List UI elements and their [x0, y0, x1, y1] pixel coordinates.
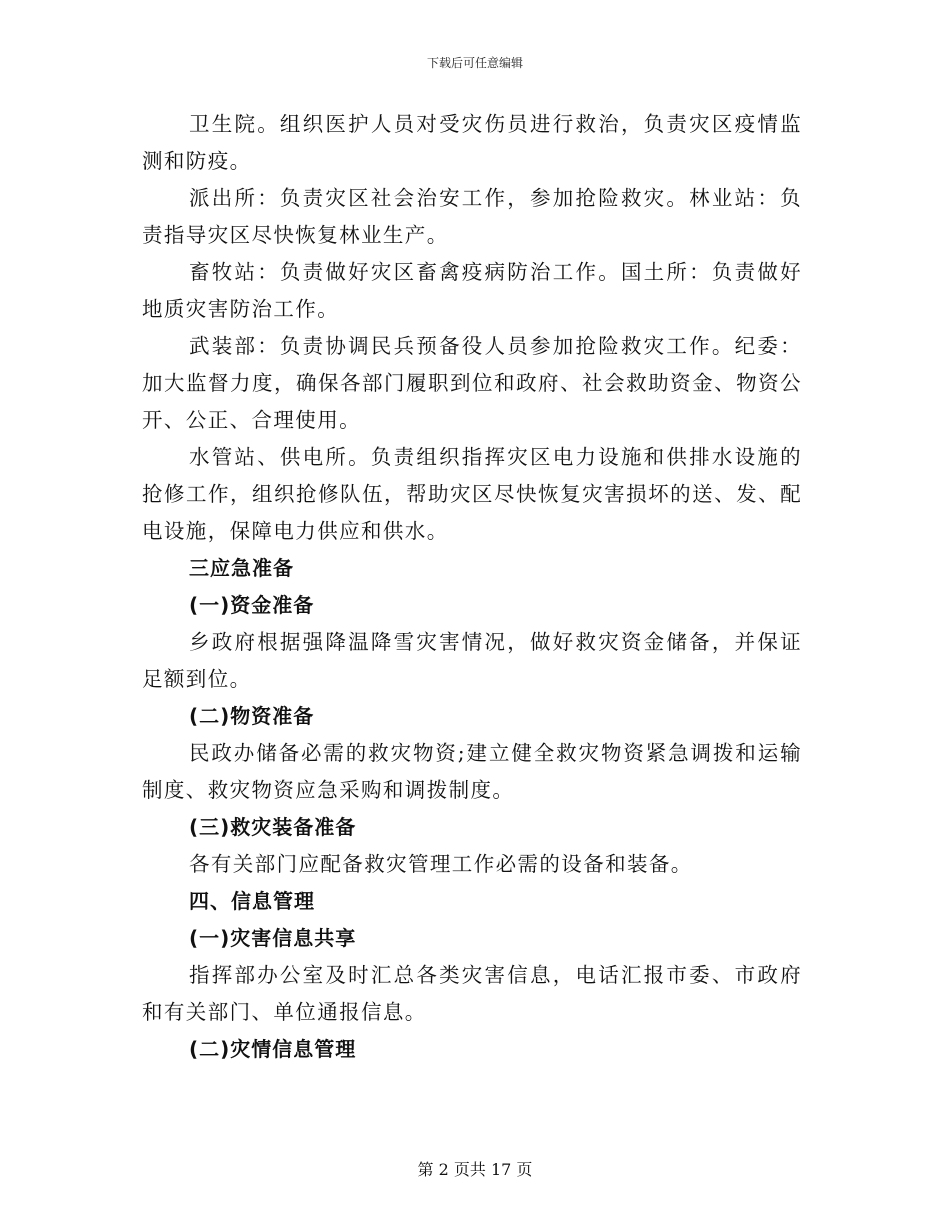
paragraph-armed-forces: 武装部：负责协调民兵预备役人员参加抢险救灾工作。纪委：加大监督力度，确保各部门履职到位和政府、社会救助资金、物资公开、公正、合理使用。: [142, 334, 802, 432]
paragraph-equipment: 各有关部门应配备救灾管理工作必需的设备和装备。: [189, 852, 693, 876]
subheading-funds: (一)资金准备: [189, 593, 315, 617]
section-heading-info-management: 四、信息管理: [189, 889, 315, 913]
page-header: 下载后可任意编辑: [426, 56, 523, 70]
subheading-disaster-info: (二)灾情信息管理: [189, 1037, 357, 1061]
paragraph-info-sharing: 指挥部办公室及时汇总各类灾害信息，电话汇报市委、市政府和有关部门、单位通报信息。: [142, 963, 802, 1024]
paragraph-health-center: 卫生院。组织医护人员对受灾伤员进行救治，负责灾区疫情监测和防疫。: [142, 112, 802, 173]
paragraph-materials: 民政办储备必需的救灾物资;建立健全救灾物资紧急调拨和运输制度、救灾物资应急采购和调拨制度。: [142, 741, 802, 802]
section-heading-emergency-prep: 三应急准备: [189, 556, 294, 580]
subheading-info-sharing: (一)灾害信息共享: [189, 926, 357, 950]
paragraph-livestock-station: 畜牧站：负责做好灾区畜禽疫病防治工作。国土所：负责做好地质灾害防治工作。: [142, 260, 802, 321]
paragraph-police-station: 派出所：负责灾区社会治安工作，参加抢险救灾。林业站：负责指导灾区尽快恢复林业生产。: [142, 186, 802, 247]
page-footer: 第 2 页共 17 页: [417, 1160, 533, 1179]
document-body: [142, 106, 802, 1068]
paragraph-water-power: 水管站、供电所。负责组织指挥灾区电力设施和供排水设施的抢修工作，组织抢修队伍，帮助灾区尽快恢复灾害损坏的送、发、配电设施，保障电力供应和供水。: [142, 445, 802, 543]
subheading-materials: (二)物资准备: [189, 704, 315, 728]
paragraph-funds: 乡政府根据强降温降雪灾害情况，做好救灾资金储备，并保证足额到位。: [142, 630, 802, 691]
subheading-equipment: (三)救灾装备准备: [189, 815, 357, 839]
